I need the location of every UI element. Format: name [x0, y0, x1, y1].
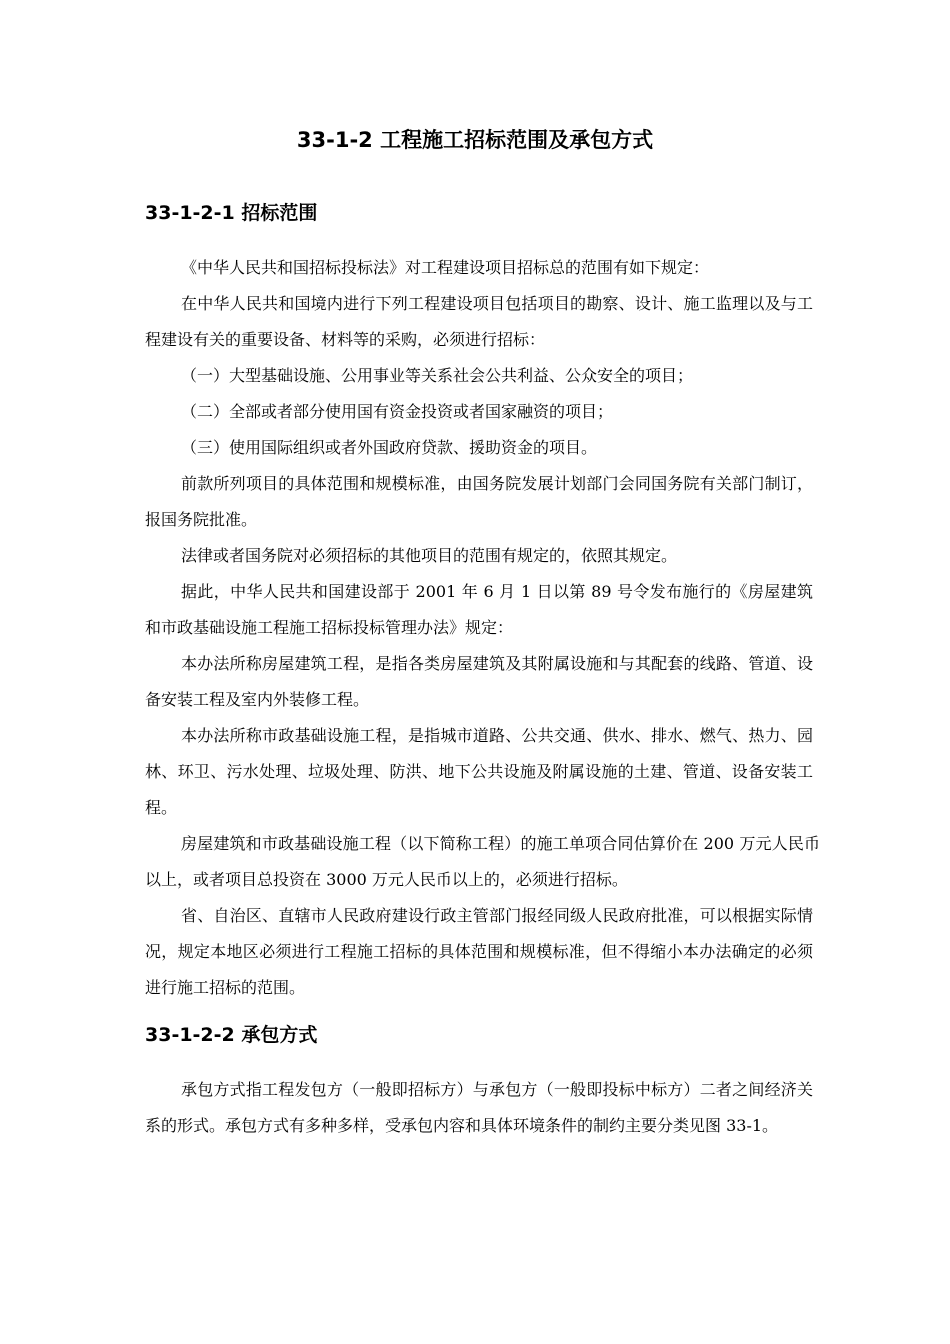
document-title: 33-1-2 工程施工招标范围及承包方式: [296, 128, 654, 152]
paragraph: （二）全部或者部分使用国有资金投资或者国家融资的项目；: [181, 402, 614, 421]
section-heading-contracting-method: 33-1-2-2 承包方式: [145, 1024, 318, 1046]
paragraph: 本办法所称房屋建筑工程，是指各类房屋建筑及其附属设施和与其配套的线路、管道、设备安装工程及室内外装修工程。: [145, 654, 813, 709]
paragraph: 法律或者国务院对必须招标的其他项目的范围有规定的，依照其规定。: [181, 546, 678, 565]
paragraph: 前款所列项目的具体范围和规模标准，由国务院发展计划部门会同国务院有关部门制订，报国务院批准。: [145, 474, 813, 529]
paragraph: 省、自治区、直辖市人民政府建设行政主管部门报经同级人民政府批准，可以根据实际情况，规定本地区必须进行工程施工招标的具体范围和规模标准，但不得缩小本办法确定的必须进行施工招标的范围。: [145, 906, 813, 997]
paragraph: 承包方式指工程发包方（一般即招标方）与承包方（一般即投标中标方）二者之间经济关系的形式。承包方式有多种多样，受承包内容和具体环境条件的制约主要分类见图 33-1。: [145, 1080, 813, 1135]
paragraph: 据此，中华人民共和国建设部于 2001 年 6 月 1 日以第 89 号令发布施行的《房屋建筑和市政基础设施工程施工招标投标管理办法》规定：: [145, 582, 813, 637]
paragraph: 在中华人民共和国境内进行下列工程建设项目包括项目的勘察、设计、施工监理以及与工程建设有关的重要设备、材料等的采购，必须进行招标：: [145, 294, 813, 349]
paragraph: 房屋建筑和市政基础设施工程（以下简称工程）的施工单项合同估算价在 200 万元人民币以上，或者项目总投资在 3000 万元人民币以上的，必须进行招标。: [145, 834, 820, 889]
paragraph: 《中华人民共和国招标投标法》对工程建设项目招标总的范围有如下规定：: [181, 258, 710, 277]
paragraph: （三）使用国际组织或者外国政府贷款、援助资金的项目。: [181, 438, 598, 457]
section-heading-bidding-scope: 33-1-2-1 招标范围: [145, 202, 318, 224]
paragraph: 本办法所称市政基础设施工程，是指城市道路、公共交通、供水、排水、燃气、热力、园林、环卫、污水处理、垃圾处理、防洪、地下公共设施及附属设施的土建、管道、设备安装工程。: [145, 726, 813, 817]
paragraph: （一）大型基础设施、公用事业等关系社会公共利益、公众安全的项目；: [181, 366, 694, 385]
